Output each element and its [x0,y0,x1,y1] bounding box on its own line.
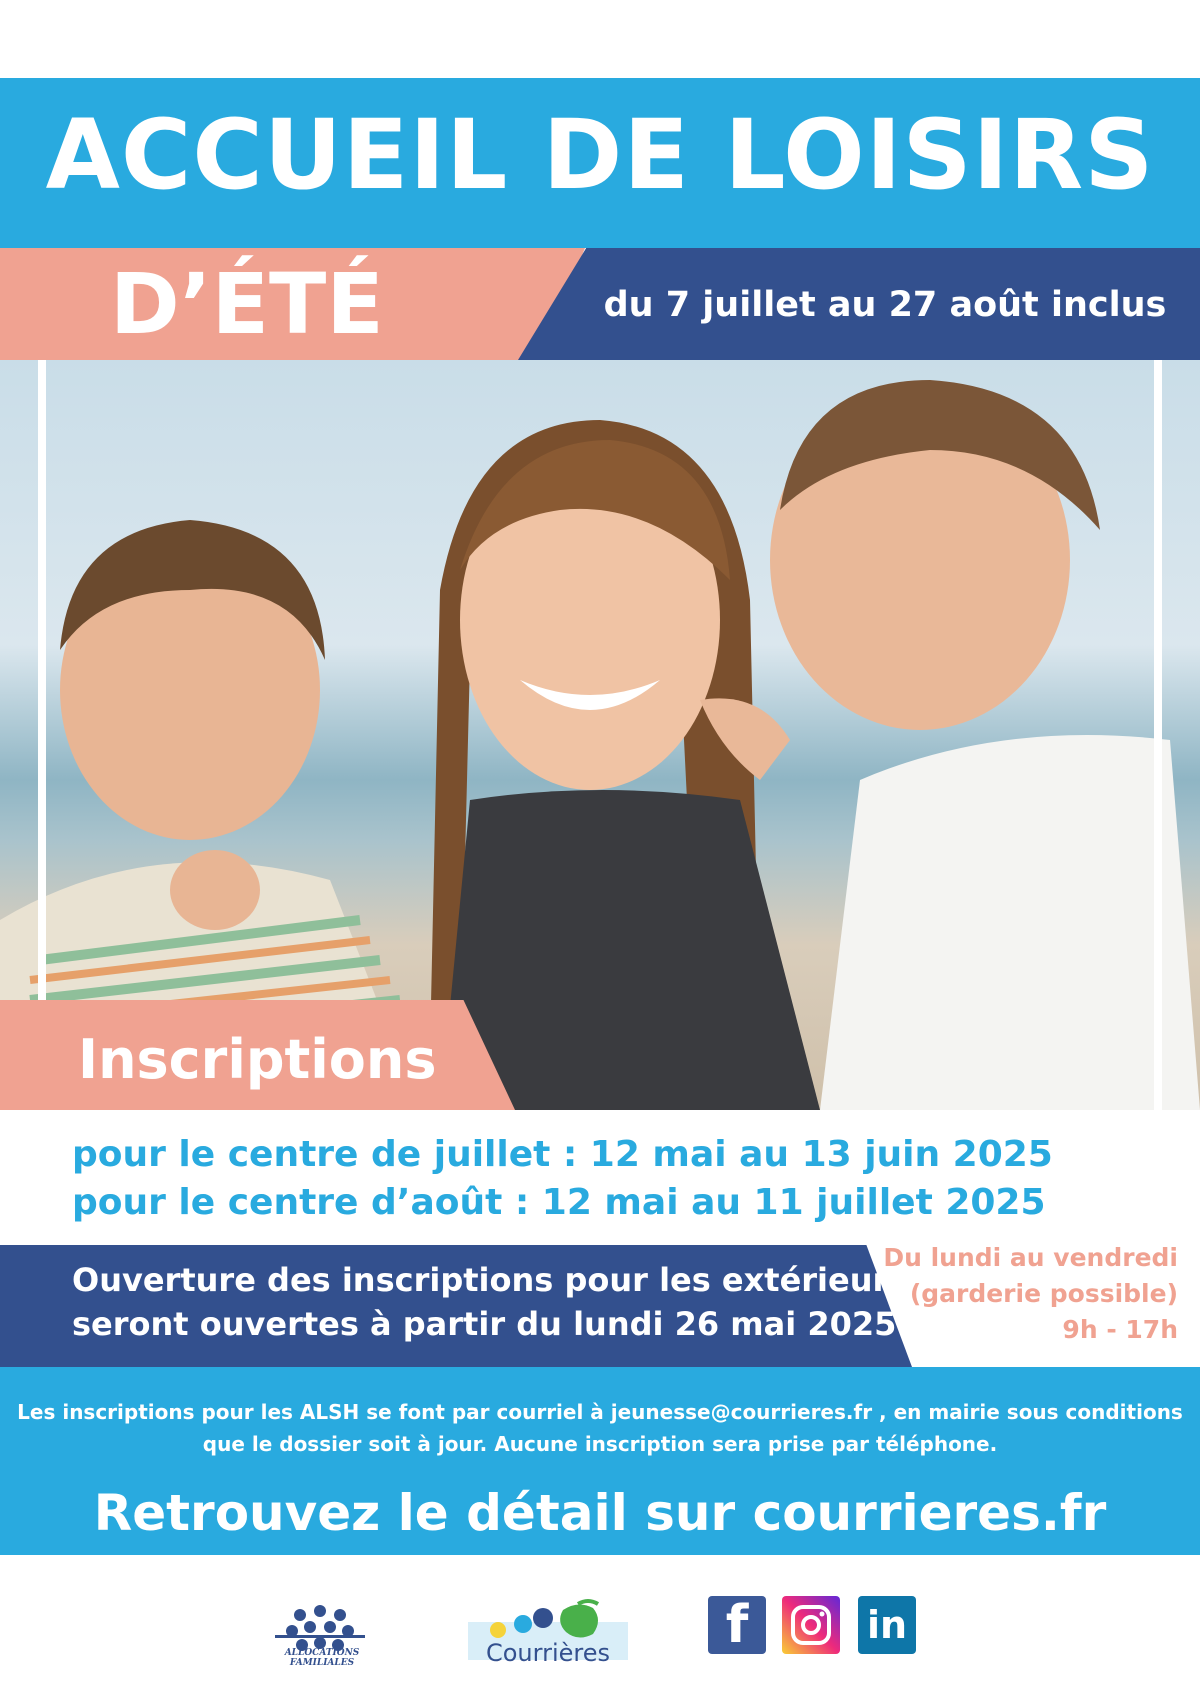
inscriptions-heading: Inscriptions [78,1028,437,1091]
photo-frame-left [38,360,46,1110]
page-subtitle: D’ÉTÉ [110,255,384,353]
inscription-july: pour le centre de juillet : 12 mai au 13 juin 2025 [72,1134,1053,1175]
website-cta[interactable]: Retrouvez le détail sur courrieres.fr [93,1484,1107,1542]
children-photo-illustration [0,360,1200,1110]
instagram-glyph [788,1602,834,1648]
linkedin-icon[interactable]: in [858,1596,916,1654]
hours-time: 9h - 17h [1062,1315,1178,1344]
instagram-icon[interactable] [782,1596,840,1654]
hours-days: Du lundi au vendredi [883,1243,1178,1272]
caf-label [262,1648,382,1668]
hours-garderie: (garderie possible) [909,1279,1178,1308]
caf-label-line-2: FAMILIALES [289,1658,355,1668]
notice-line-2: que le dossier soit à jour. Aucune inscription sera prise par téléphone. [202,1432,998,1456]
notice-line-1: Les inscriptions pour les ALSH se font par courriel à jeunesse@courrieres.fr , en mairie sous conditions [17,1400,1183,1424]
photo-frame-right [1154,360,1162,1110]
caf-label-line-1: ALLOCATIONS [284,1648,360,1658]
registration-notice [0,1396,1200,1460]
courrieres-label: Courrières [485,1639,610,1667]
children-photo [0,360,1200,1110]
exterieurs-line-2: seront ouvertes à partir du lundi 26 mai 2025 [72,1305,897,1343]
page-title: ACCUEIL DE LOISIRS [45,99,1155,211]
exterieurs-line-1: Ouverture des inscriptions pour les extérieurs [72,1261,908,1299]
event-dates: du 7 juillet au 27 août inclus [603,285,1167,325]
inscription-august: pour le centre d’août : 12 mai au 11 juillet 2025 [72,1182,1046,1223]
facebook-icon[interactable]: f [708,1596,766,1654]
exterieurs-text [72,1258,907,1346]
opening-hours [878,1240,1178,1348]
